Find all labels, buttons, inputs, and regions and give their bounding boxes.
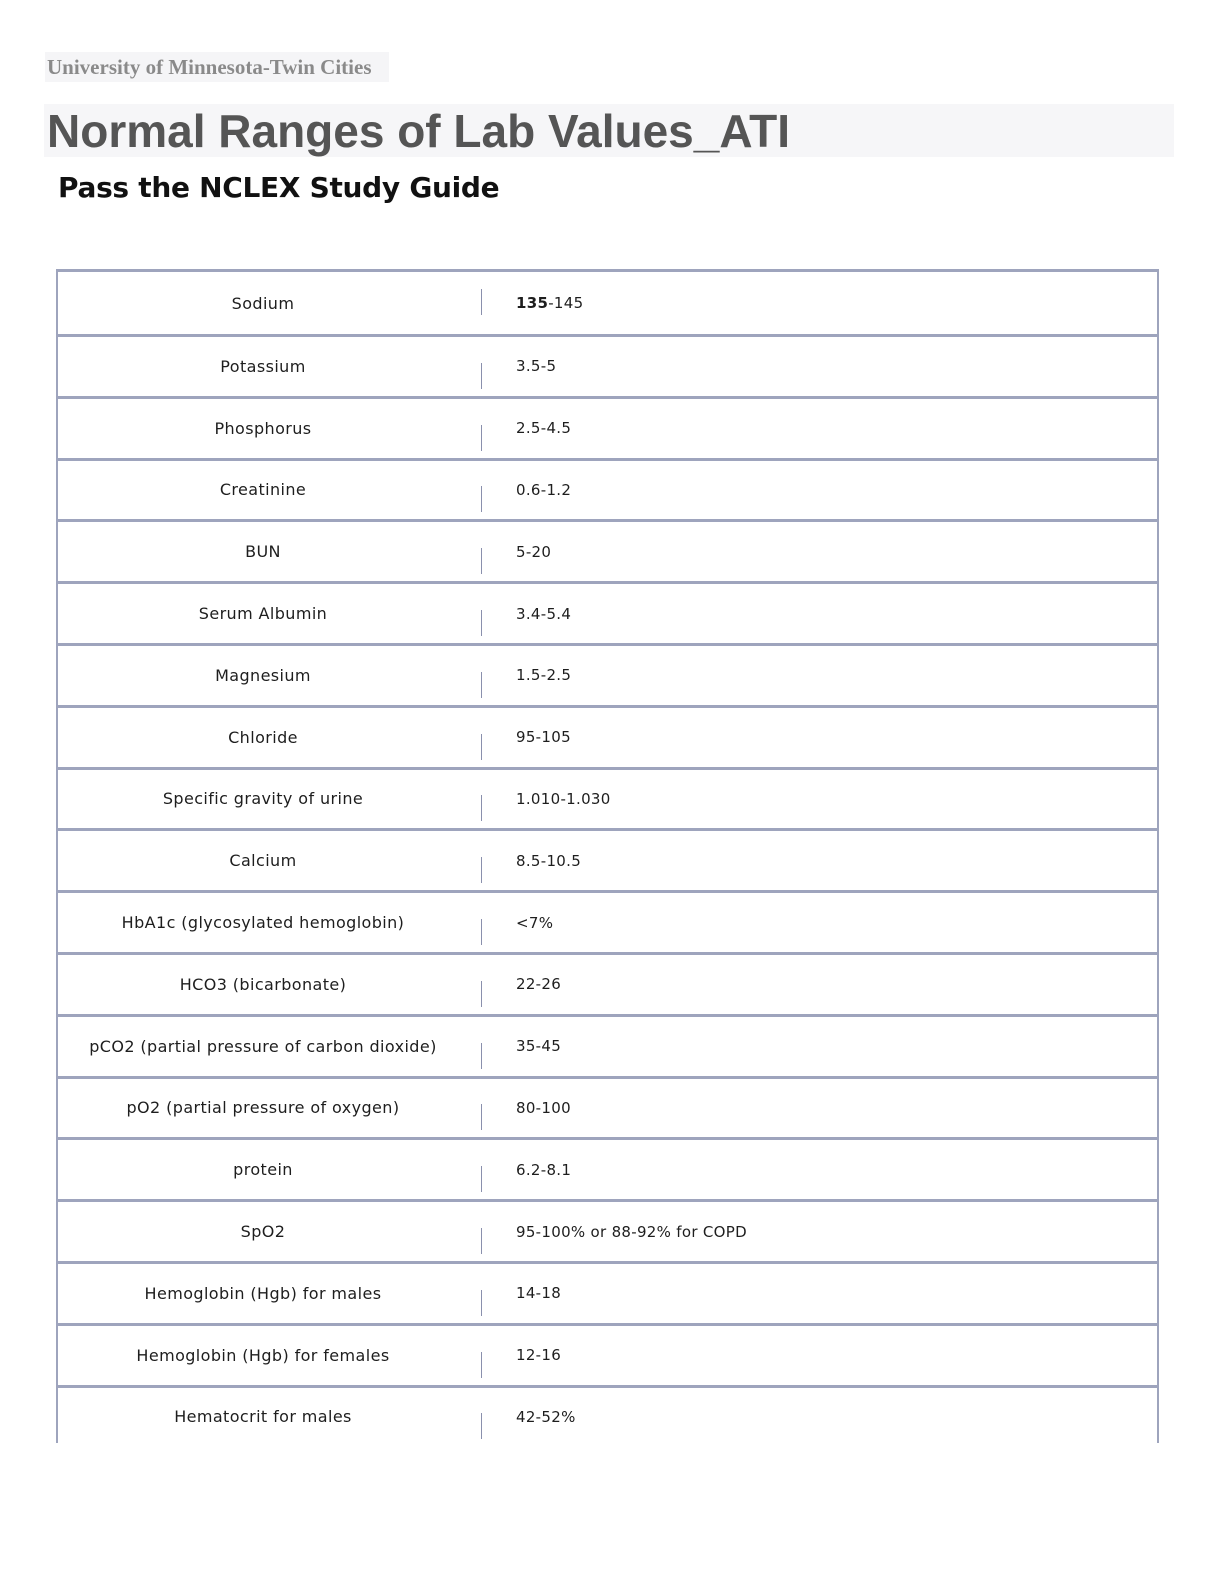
- table-row: [58, 1388, 1157, 1450]
- lab-value-cell: [516, 831, 581, 890]
- lab-value-text: 1.5-2.5: [516, 666, 572, 685]
- column-divider: [481, 981, 482, 1007]
- column-divider: [481, 1290, 482, 1316]
- lab-name-cell: BUN: [245, 542, 281, 562]
- column-divider: [481, 289, 482, 315]
- lab-value-text: <7%: [516, 913, 554, 932]
- page-subtitle: Pass the NCLEX Study Guide: [58, 171, 500, 204]
- lab-value-cell: [516, 522, 551, 581]
- table-row: [58, 1326, 1157, 1388]
- table-row: [58, 522, 1157, 584]
- lab-value-cell: [516, 272, 583, 334]
- lab-name-cell: Chloride: [228, 727, 298, 747]
- lab-value-cell: [516, 461, 571, 520]
- column-divider: [481, 363, 482, 389]
- lab-value-cell: [516, 1140, 571, 1199]
- column-divider: [481, 1413, 482, 1439]
- table-row: [58, 955, 1157, 1017]
- lab-name-cell: HCO3 (bicarbonate): [179, 974, 347, 994]
- lab-value-cell: [516, 1079, 571, 1138]
- column-divider: [481, 486, 482, 512]
- table-row: [58, 1202, 1157, 1264]
- table-row: [58, 584, 1157, 646]
- table-row: [58, 1017, 1157, 1079]
- lab-value-text: 2.5-4.5: [516, 419, 572, 438]
- table-row: [58, 1140, 1157, 1202]
- lab-name-cell: Potassium: [220, 356, 306, 376]
- lab-value-text: 22-26: [516, 975, 562, 994]
- column-divider: [481, 919, 482, 945]
- lab-value-cell: [516, 955, 561, 1014]
- table-row: [58, 399, 1157, 461]
- lab-value-cell: [516, 646, 571, 705]
- lab-name-cell: Specific gravity of urine: [162, 789, 364, 809]
- lab-value-text: 95-105: [516, 728, 571, 747]
- table-row: [58, 893, 1157, 955]
- lab-name-cell: Hemoglobin (Hgb) for females: [136, 1345, 390, 1365]
- lab-value-cell: [516, 1017, 561, 1076]
- table-row: [58, 1079, 1157, 1141]
- lab-value-text: 42-52%: [516, 1407, 576, 1426]
- lab-value-text: 95-100% or 88-92% for COPD: [516, 1222, 747, 1241]
- lab-name-cell: pO2 (partial pressure of oxygen): [126, 1098, 400, 1118]
- lab-value-cell: [516, 1326, 561, 1385]
- table-row: [58, 831, 1157, 893]
- lab-value-cell: [516, 584, 571, 643]
- column-divider: [481, 1352, 482, 1378]
- lab-value-cell: [516, 770, 611, 829]
- lab-value-text: 8.5-10.5: [516, 851, 582, 870]
- table-row: [58, 461, 1157, 523]
- table-row: [58, 337, 1157, 399]
- lab-name-cell: Hematocrit for males: [174, 1407, 352, 1427]
- lab-name-cell: Calcium: [229, 851, 297, 871]
- lab-name-cell: Serum Albumin: [198, 604, 328, 624]
- lab-name-cell: Sodium: [231, 293, 295, 313]
- table-row: [58, 646, 1157, 708]
- lab-value-text: 5-20: [516, 542, 552, 561]
- lab-value-cell: [516, 1264, 561, 1323]
- column-divider: [481, 1104, 482, 1130]
- column-divider: [481, 610, 482, 636]
- lab-value-text: 14-18: [516, 1284, 562, 1303]
- lab-value-cell: [516, 1202, 747, 1261]
- lab-name-cell: protein: [233, 1160, 293, 1180]
- column-divider: [481, 425, 482, 451]
- lab-name-cell: Hemoglobin (Hgb) for males: [144, 1283, 382, 1303]
- lab-value-bold: 135: [516, 294, 549, 312]
- lab-value-text: 3.5-5: [516, 357, 557, 376]
- lab-value-text: 0.6-1.2: [516, 480, 572, 499]
- table-row: [58, 770, 1157, 832]
- lab-name-cell: Creatinine: [219, 480, 307, 500]
- lab-value-cell: [516, 337, 556, 396]
- page-title: Normal Ranges of Lab Values_ATI: [47, 105, 791, 157]
- column-divider: [481, 548, 482, 574]
- table-row: [58, 708, 1157, 770]
- column-divider: [481, 1043, 482, 1069]
- lab-value-cell: [516, 708, 571, 767]
- table-row: [58, 272, 1157, 337]
- lab-value-text: 1.010-1.030: [516, 789, 611, 808]
- lab-name-cell: Magnesium: [215, 665, 311, 685]
- column-divider: [481, 857, 482, 883]
- lab-value-text: 3.4-5.4: [516, 604, 572, 623]
- lab-value-text: -145: [548, 294, 584, 312]
- lab-name-cell: HbA1c (glycosylated hemoglobin): [121, 913, 405, 933]
- lab-name-cell: SpO2: [240, 1222, 286, 1242]
- lab-value-text: 80-100: [516, 1098, 571, 1117]
- column-divider: [481, 734, 482, 760]
- table-row: [58, 1264, 1157, 1326]
- university-label: University of Minnesota-Twin Cities: [45, 52, 389, 82]
- lab-value-cell: [516, 1388, 576, 1447]
- lab-value-text: 6.2-8.1: [516, 1160, 572, 1179]
- lab-value-cell: [516, 893, 553, 952]
- lab-values-table: [56, 269, 1159, 1443]
- lab-value-cell: [516, 399, 571, 458]
- column-divider: [481, 1228, 482, 1254]
- column-divider: [481, 1166, 482, 1192]
- lab-value-text: 12-16: [516, 1346, 562, 1365]
- lab-name-cell: pCO2 (partial pressure of carbon dioxide): [89, 1036, 437, 1056]
- lab-name-cell: Phosphorus: [214, 418, 312, 438]
- column-divider: [481, 672, 482, 698]
- lab-value-text: 35-45: [516, 1037, 562, 1056]
- column-divider: [481, 795, 482, 821]
